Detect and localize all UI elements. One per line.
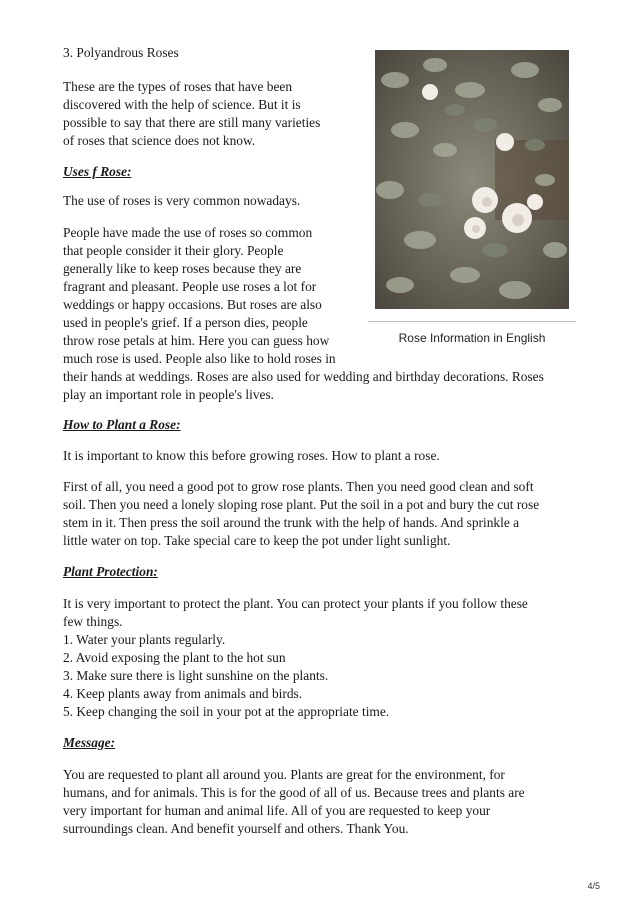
intro-paragraph-line: discovered with the help of science. But it is	[63, 97, 301, 112]
message-line: humans, and for animals. This is for the good of all of us. Because trees and plants are	[63, 785, 525, 800]
protection-line: few things.	[63, 614, 123, 629]
protection-list-item: 2. Avoid exposing the plant to the hot sun	[63, 650, 286, 665]
uses-heading: Uses f Rose:	[63, 164, 132, 179]
figure-caption: Rose Information in English	[398, 331, 546, 345]
protection-heading: Plant Protection:	[63, 564, 158, 579]
plant-paragraph-line: First of all, you need a good pot to grow rose plants. Then you need good clean and soft	[63, 479, 534, 494]
page-number: 4/5	[587, 881, 600, 891]
uses-paragraph-line: People have made the use of roses so common	[63, 225, 313, 240]
uses-paragraph-line: play an important role in people's lives.	[63, 387, 275, 402]
uses-paragraph-line: their hands at weddings. Roses are also used for wedding and birthday decorations. Roses	[63, 369, 544, 384]
uses-paragraph-line: fragrant and pleasant. People use roses a lot for	[63, 279, 317, 294]
plant-intro-line: It is important to know this before growing roses. How to plant a rose.	[63, 448, 440, 463]
uses-paragraph-line: generally like to keep roses because they are	[63, 261, 302, 276]
uses-paragraph-line: that people consider it their glory. People	[63, 243, 284, 258]
protection-list-item: 5. Keep changing the soil in your pot at the appropriate time.	[63, 704, 390, 719]
uses-paragraph-line: much rose is used. People also like to hold roses in	[63, 351, 336, 366]
plant-paragraph-line: stem in it. Then press the soil around the trunk with the help of hands. And sprinkle a	[63, 515, 520, 530]
plant-paragraph-line: little water on top. Take special care to keep the pot under light sunlight.	[63, 533, 451, 548]
list-item-polyandrous-roses: 3. Polyandrous Roses	[63, 45, 179, 60]
message-line: You are requested to plant all around you. Plants are great for the environment, for	[63, 767, 505, 782]
plant-paragraph-line: soil. Then you need a lonely sloping rose plant. Put the soil in a pot and bury the cut rose	[63, 497, 540, 512]
message-heading: Message:	[63, 735, 116, 750]
protection-list-item: 4. Keep plants away from animals and birds.	[63, 686, 303, 701]
uses-paragraph-line: weddings or happy occasions. But roses are also	[63, 297, 322, 312]
protection-list-item: 1. Water your plants regularly.	[63, 632, 226, 647]
uses-intro-line: The use of roses is very common nowadays.	[63, 193, 301, 208]
uses-paragraph-line: used in people's grief. If a person dies, people	[63, 315, 308, 330]
intro-paragraph-line: possible to say that there are still many varieties	[63, 115, 321, 130]
intro-paragraph-line: These are the types of roses that have been	[63, 79, 293, 94]
message-line: very important for human and animal life. All of you are requested to keep your	[63, 803, 491, 818]
protection-line: It is very important to protect the plant. You can protect your plants if you follow these	[63, 596, 528, 611]
plant-heading: How to Plant a Rose:	[63, 417, 181, 432]
intro-paragraph-line: of roses that science does not know.	[63, 133, 256, 148]
rose-photo	[375, 50, 569, 309]
uses-paragraph-line: throw rose petals at him. Here you can guess how	[63, 333, 330, 348]
caption-divider	[368, 321, 576, 322]
message-line: surroundings clean. And benefit yourself and others. Thank You.	[63, 821, 409, 836]
protection-list-item: 3. Make sure there is light sunshine on the plants.	[63, 668, 329, 683]
